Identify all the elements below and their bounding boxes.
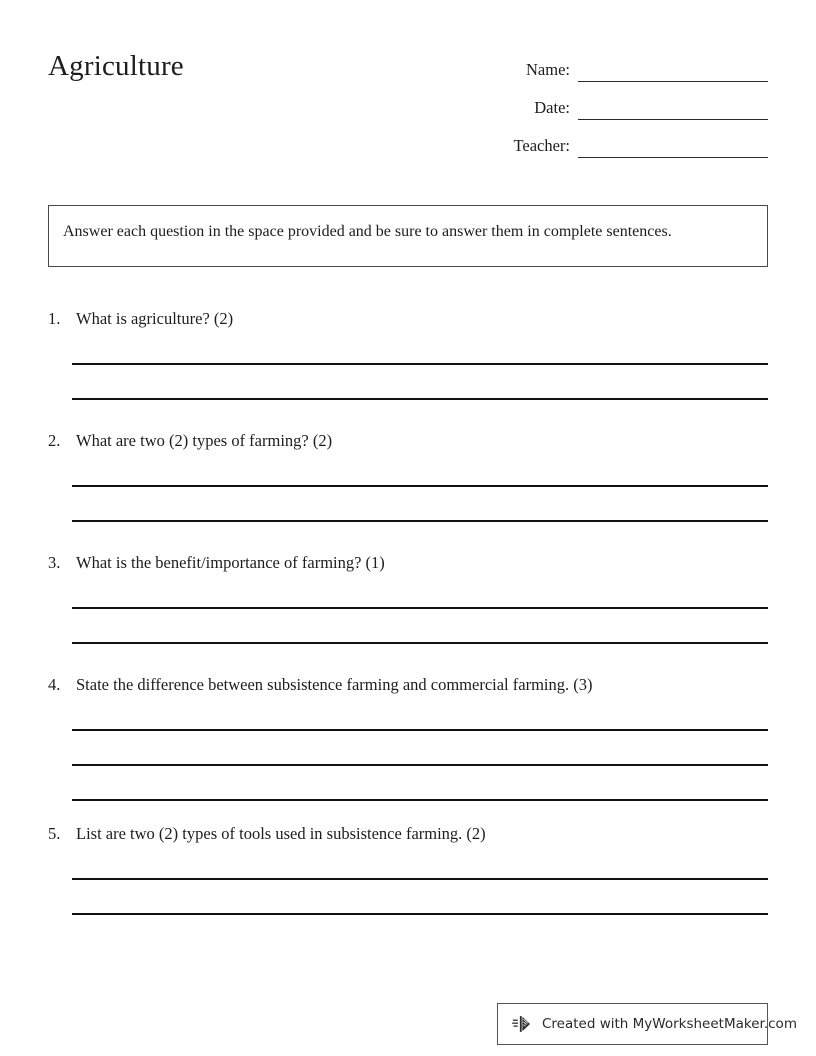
student-info-fields [468,44,768,158]
answer-line[interactable] [72,574,768,609]
name-field-row [468,44,768,82]
name-field-input[interactable] [578,61,768,82]
worksheet-maker-logo-icon [512,1013,534,1035]
date-field-label: Date: [534,98,570,117]
teacher-field-label: Teacher: [513,136,570,155]
question-text: State the difference between subsistence farming and commercial farming. (3) [76,675,593,694]
date-field-row [468,82,768,120]
question-number: 5. [48,824,61,843]
answer-line[interactable] [72,330,768,365]
question-number: 4. [48,675,61,694]
question-row [48,552,768,574]
answer-line[interactable] [72,365,768,400]
question-number: 1. [48,309,61,328]
instructions-text: Answer each question in the space provided and be sure to answer them in complete sentences. [63,223,672,240]
answer-line[interactable] [72,696,768,731]
question-block [48,674,768,801]
created-with-label: Created with MyWorksheetMaker.com [542,1016,797,1032]
answer-lines [72,696,768,801]
question-block [48,430,768,522]
question-number: 2. [48,431,61,450]
worksheet-header [48,44,768,174]
teacher-field-row [468,120,768,158]
question-row [48,308,768,330]
answer-line[interactable] [72,880,768,915]
question-text: What is agriculture? (2) [76,309,234,328]
answer-line[interactable] [72,487,768,522]
answer-lines [72,845,768,915]
question-row [48,430,768,452]
answer-line[interactable] [72,766,768,801]
answer-line[interactable] [72,452,768,487]
answer-lines [72,330,768,400]
questions-list [48,308,768,945]
answer-lines [72,574,768,644]
question-row [48,823,768,845]
answer-line[interactable] [72,731,768,766]
question-row [48,674,768,696]
question-text: What are two (2) types of farming? (2) [76,431,333,450]
answer-lines [72,452,768,522]
question-text: What is the benefit/importance of farming? (1) [76,553,385,572]
created-with-badge[interactable] [497,1003,797,1045]
question-block [48,552,768,644]
name-field-label: Name: [526,60,570,79]
page-title: Agriculture [48,50,184,82]
teacher-field-input[interactable] [578,137,768,158]
question-block [48,308,768,400]
answer-line[interactable] [72,845,768,880]
answer-line[interactable] [72,609,768,644]
question-number: 3. [48,553,61,572]
question-block [48,823,768,915]
date-field-input[interactable] [578,99,768,120]
instructions-box [48,205,768,267]
question-text: List are two (2) types of tools used in subsistence farming. (2) [76,824,486,843]
